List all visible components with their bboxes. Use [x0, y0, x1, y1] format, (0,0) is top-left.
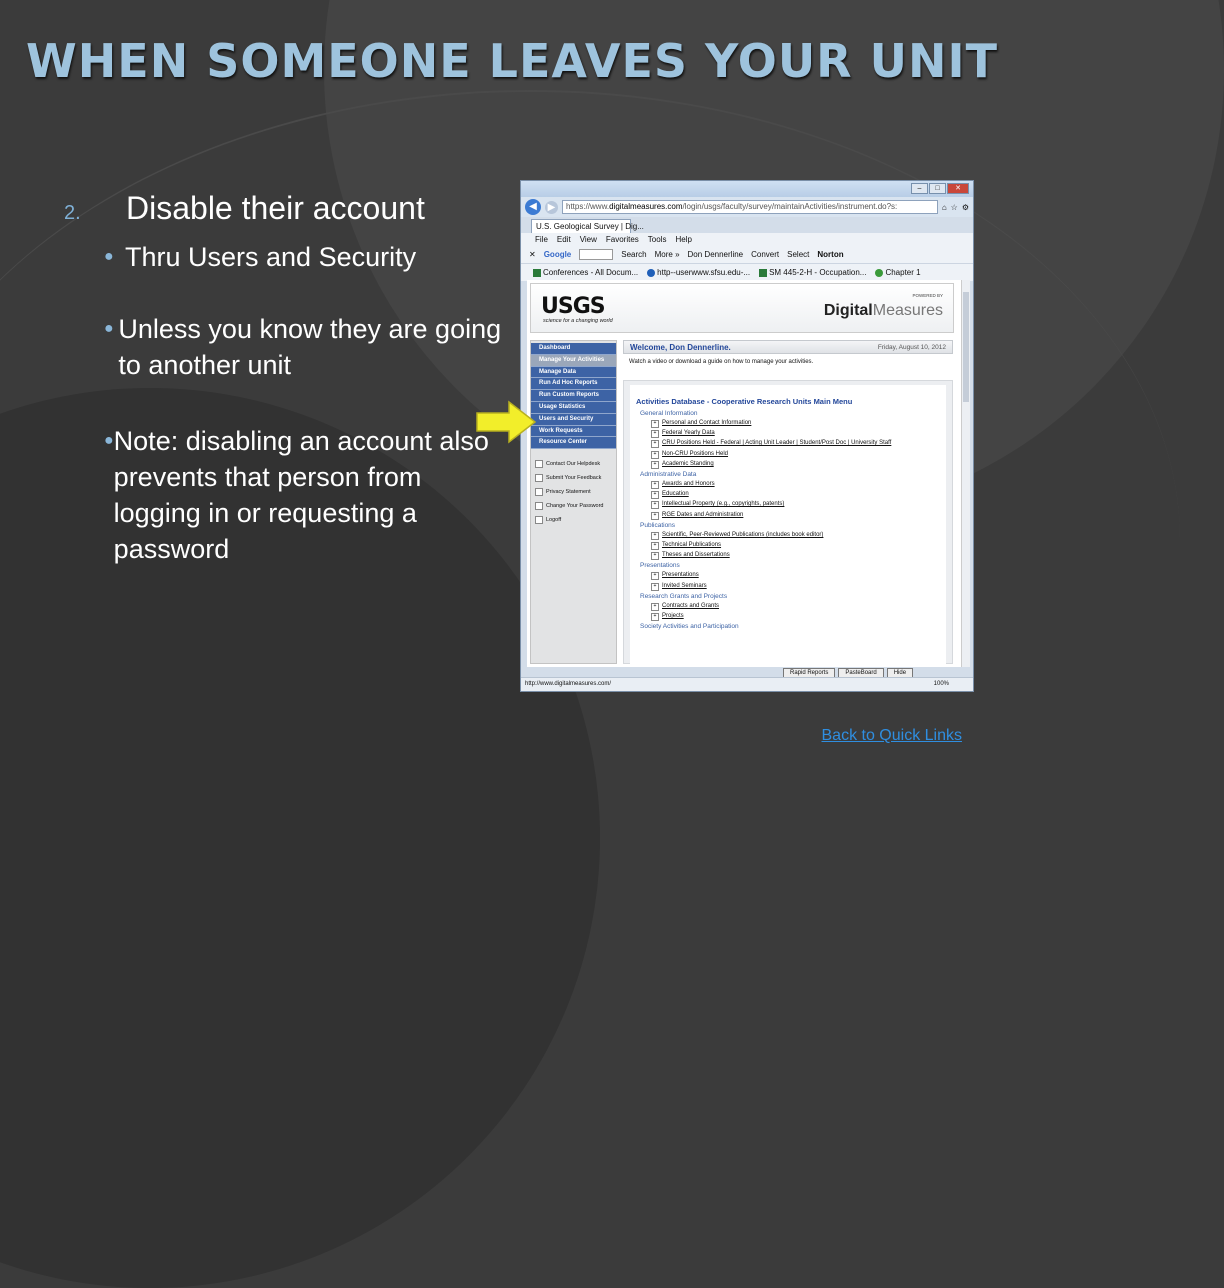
menu-bar	[521, 233, 973, 246]
nav-dashboard[interactable]: Dashboard	[531, 343, 616, 355]
yellow-arrow-icon	[475, 400, 537, 444]
nav-users-and-security[interactable]: Users and Security	[531, 414, 616, 426]
section-heading: Presentations	[640, 562, 680, 570]
bullet-item	[104, 239, 504, 275]
nav-resource-center[interactable]: Resource Center	[531, 437, 616, 449]
back-arrow-icon[interactable]: ◀	[525, 199, 541, 215]
section-heading: Society Activities and Participation	[640, 623, 739, 631]
minimize-icon[interactable]: –	[911, 183, 928, 194]
menu-container	[623, 380, 953, 664]
bullet-text: Unless you know they are going to another unit	[118, 314, 502, 380]
star-icon[interactable]: ☆	[950, 202, 958, 212]
date-text: Friday, August 10, 2012	[877, 344, 946, 351]
nav-link-privacy[interactable]: Privacy Statement	[531, 485, 616, 499]
menu-link[interactable]: + Intellectual Property (e.g., copyrights, patents)	[662, 499, 940, 509]
menu-link[interactable]: + Education	[662, 489, 940, 499]
menu-view[interactable]: View	[579, 235, 597, 244]
menu-link[interactable]: + RGE Dates and Administration	[662, 510, 940, 520]
menu-edit[interactable]: Edit	[556, 235, 571, 244]
slide-title: WHEN SOMEONE LEAVES YOUR UNIT	[26, 34, 998, 88]
favorite-item[interactable]: Chapter 1	[875, 268, 920, 277]
menu-link[interactable]: + CRU Positions Held - Federal | Acting Unit Leader | Student/Post Doc | University Staff	[662, 438, 940, 448]
bullet-icon: ●	[104, 248, 114, 265]
bullet-item	[104, 311, 504, 383]
user-button[interactable]: Don Dennerline	[687, 250, 744, 259]
search-button[interactable]: Search	[621, 250, 647, 259]
nav-custom-reports[interactable]: Run Custom Reports	[531, 390, 616, 402]
bullet-icon: ●	[104, 320, 114, 337]
nav-link-change-password[interactable]: Change Your Password	[531, 499, 616, 513]
rapid-reports-button[interactable]: Rapid Reports	[783, 668, 835, 679]
pasteboard-button[interactable]: PasteBoard	[838, 668, 883, 679]
step-number: 2.	[64, 202, 81, 224]
menu-link[interactable]: + Technical Publications	[662, 540, 940, 550]
section-heading: Research Grants and Projects	[640, 592, 728, 600]
welcome-text: Welcome, Don Dennerline.	[630, 343, 731, 352]
menu-tools[interactable]: Tools	[647, 235, 667, 244]
menu-link[interactable]: + Awards and Honors	[662, 479, 940, 489]
bullet-text: Note: disabling an account also prevents that person from logging in or requesting a password	[113, 426, 489, 564]
main-panel	[623, 340, 953, 664]
slide-content	[64, 190, 504, 607]
step-item	[64, 190, 504, 227]
menu-link[interactable]: + Personal and Contact Information	[662, 418, 940, 428]
toolbar	[521, 246, 973, 264]
menu-link[interactable]: + Projects	[662, 611, 940, 621]
forward-arrow-icon[interactable]: ▶	[545, 201, 558, 214]
welcome-bar	[623, 340, 953, 354]
nav-work-requests[interactable]: Work Requests	[531, 426, 616, 438]
nav-manage-activities[interactable]: Manage Your Activities	[531, 355, 616, 367]
menu-link[interactable]: + Academic Standing	[662, 459, 940, 469]
step-text: Disable their account	[126, 190, 425, 226]
menu-link[interactable]: + Scientific, Peer-Reviewed Publications (includes book editor)	[662, 530, 940, 540]
browser-tab[interactable]: U.S. Geological Survey | Dig...	[531, 219, 631, 233]
google-search-input[interactable]	[579, 249, 613, 260]
status-url: http://www.digitalmeasures.com/	[525, 681, 612, 687]
menu-help[interactable]: Help	[675, 235, 692, 244]
database-title: Activities Database - Cooperative Research Units Main Menu	[636, 397, 853, 406]
usgs-tagline: science for a changing world	[543, 318, 613, 324]
select-button[interactable]: Select	[787, 250, 810, 259]
menu-favorites[interactable]: Favorites	[605, 235, 639, 244]
menu-link[interactable]: + Federal Yearly Data	[662, 428, 940, 438]
nav-usage-statistics[interactable]: Usage Statistics	[531, 402, 616, 414]
close-icon[interactable]: ✕	[947, 183, 969, 194]
close-toolbar-icon[interactable]: ✕	[529, 250, 536, 259]
nav-link-helpdesk[interactable]: Contact Our Helpdesk	[531, 457, 616, 471]
zoom-level[interactable]: 100%	[933, 681, 949, 687]
nav-ad-hoc-reports[interactable]: Run Ad Hoc Reports	[531, 378, 616, 390]
hide-button[interactable]: Hide	[887, 668, 913, 679]
nav-manage-data[interactable]: Manage Data	[531, 367, 616, 379]
bullet-text: Thru Users and Security	[125, 242, 417, 272]
browser-titlebar	[521, 181, 973, 197]
menu-link[interactable]: + Non-CRU Positions Held	[662, 449, 940, 459]
favorite-item[interactable]: http--userwww.sfsu.edu-...	[647, 268, 750, 277]
site-header	[530, 283, 954, 333]
address-bar	[521, 197, 973, 217]
menu-file[interactable]: File	[535, 235, 548, 244]
more-button[interactable]: More »	[654, 250, 680, 259]
maximize-icon[interactable]: □	[929, 183, 946, 194]
nav-link-logoff[interactable]: Logoff	[531, 513, 616, 527]
url-field[interactable]: https://www.digitalmeasures.com/login/usgs/faculty/survey/maintainActivities/instrument.do?s:	[562, 200, 938, 214]
bullet-icon: ●	[104, 432, 114, 449]
section-heading: Publications	[640, 521, 676, 529]
favorite-item[interactable]: SM 445-2-H - Occupation...	[759, 268, 866, 277]
convert-button[interactable]: Convert	[751, 250, 780, 259]
google-logo: Google	[543, 250, 572, 259]
home-icon[interactable]: ⌂	[941, 202, 947, 212]
status-bar	[521, 677, 973, 691]
menu-link[interactable]: + Theses and Dissertations	[662, 550, 940, 560]
nav-link-feedback[interactable]: Submit Your Feedback	[531, 471, 616, 485]
browser-screenshot	[520, 180, 974, 692]
left-navigation	[530, 340, 617, 664]
web-page	[527, 280, 961, 667]
section-heading: General Information	[640, 410, 698, 417]
favorite-item[interactable]: Conferences - All Docum...	[533, 268, 638, 277]
help-text: Watch a video or download a guide on how to manage your activities.	[629, 359, 814, 365]
tab-strip	[521, 217, 973, 233]
favorites-bar	[521, 264, 973, 281]
section-heading: Administrative Data	[640, 471, 697, 479]
gear-icon[interactable]: ⚙	[961, 202, 969, 212]
usgs-logo: USGS	[541, 294, 605, 319]
menu-link[interactable]: + Invited Seminars	[662, 581, 940, 591]
digital-measures-logo: DigitalMeasures	[823, 302, 943, 319]
page-scrollbar[interactable]	[961, 280, 970, 667]
powered-by-label: POWERED BY	[912, 293, 943, 298]
menu-link[interactable]: + Contracts and Grants	[662, 601, 940, 611]
bullet-item	[104, 423, 504, 567]
back-to-quick-links-link[interactable]: Back to Quick Links	[821, 727, 962, 744]
norton-button[interactable]: Norton	[817, 250, 844, 259]
menu-link[interactable]: + Presentations	[662, 570, 940, 580]
